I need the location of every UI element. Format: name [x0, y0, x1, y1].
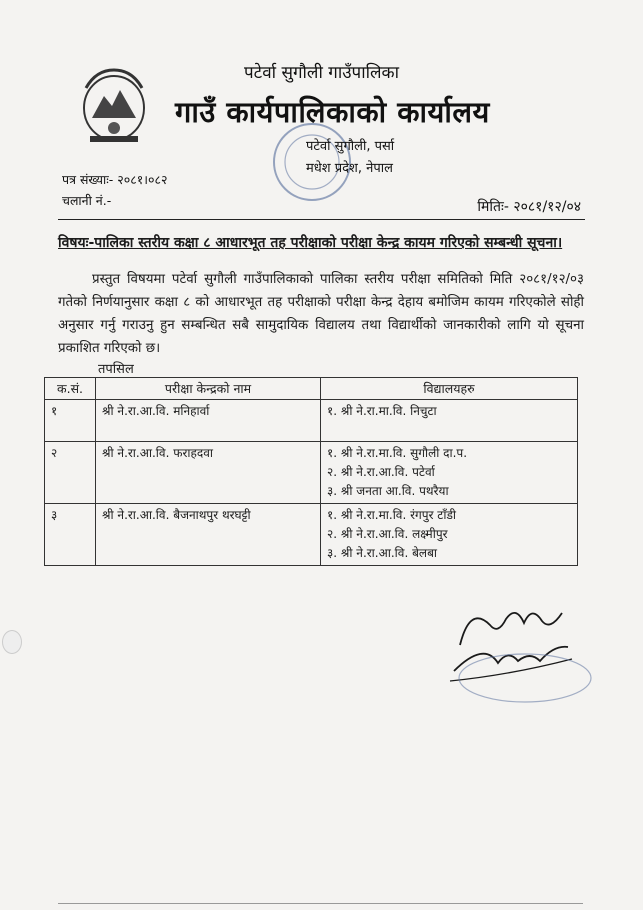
designation-stamp: [455, 648, 595, 708]
footer-line: [58, 903, 583, 904]
table-row: [45, 400, 578, 442]
stamp-icon: [455, 648, 595, 708]
school-item: १. श्री ने.रा.मा.वि. रंगपुर टाँडी: [327, 508, 456, 522]
office-title: गाउँ कार्यपालिकाको कार्यालय: [175, 95, 490, 129]
school-item: १. श्री ने.रा.मा.वि. निचुटा: [327, 404, 437, 418]
row-center: श्री ने.रा.आ.वि. बैजनाथपुर थरघट्टी: [96, 504, 321, 566]
subject-line: विषयः-पालिका स्तरीय कक्षा ८ आधारभूत तह परीक्षाको परीक्षा केन्द्र कायम गरिएको सम्बन्धी सूचना।: [58, 235, 563, 251]
dispatch-number: चलानी नं.-: [62, 193, 112, 208]
school-item: २. श्री ने.रा.आ.वि. लक्ष्मीपुर: [327, 527, 448, 541]
table-header-row: [45, 378, 578, 400]
address-line-2: मधेश प्रदेश, नेपाल: [306, 161, 393, 176]
school-item: २. श्री ने.रा.आ.वि. पटेर्वा: [327, 465, 435, 479]
row-sn: १: [45, 400, 96, 442]
header-center: परीक्षा केन्द्रको नाम: [96, 378, 321, 400]
table-row: [45, 442, 578, 504]
row-schools: [321, 400, 578, 442]
row-schools: [321, 442, 578, 504]
header-schools: विद्यालयहरु: [321, 378, 578, 400]
address-line-1: पटेर्वा सुगौली, पर्सा: [306, 139, 395, 154]
row-sn: ३: [45, 504, 96, 566]
reference-number: पत्र संख्याः- २०८१।०८२: [62, 172, 168, 187]
row-schools: [321, 504, 578, 566]
header-divider: [58, 219, 585, 220]
school-item: ३. श्री ने.रा.आ.वि. बेलबा: [327, 546, 438, 560]
details-label: तपसिल: [98, 362, 134, 377]
school-item: १. श्री ने.रा.मा.वि. सुगौली दा.प.: [327, 446, 468, 460]
header-sn: क.सं.: [45, 378, 96, 400]
row-center: श्री ने.रा.आ.वि. मनिहार्वा: [96, 400, 321, 442]
punch-hole: [2, 630, 22, 654]
body-paragraph: प्रस्तुत विषयमा पटेर्वा सुगौली गाउँपालिकाको पालिका स्तरीय परीक्षा समितिको मिति २०८१/१२/०३ गतेको निर्णयानुसार कक्षा ८ को आधारभूत तह परीक्षाको परीक्षा केन्द्र देहाय बमोजिम कायम गरिएकोले सोही अनुसार गर्नु गराउनु हुन सम्बन्धित सबै सामुदायिक विद्यालय तथा विद्यार्थीको जानकारीको लागि यो सूचना प्रकाशित गरिएको छ।: [58, 272, 584, 356]
school-item: ३. श्री जनता आ.वि. पथरैया: [327, 484, 449, 498]
row-center: श्री ने.रा.आ.वि. फराहदवा: [96, 442, 321, 504]
table-row: [45, 504, 578, 566]
municipality-name: पटेर्वा सुगौली गाउँपालिका: [243, 63, 400, 83]
exam-center-table: [44, 377, 578, 566]
letter-date: मितिः- २०८१/१२/०४: [477, 199, 581, 215]
row-sn: २: [45, 442, 96, 504]
